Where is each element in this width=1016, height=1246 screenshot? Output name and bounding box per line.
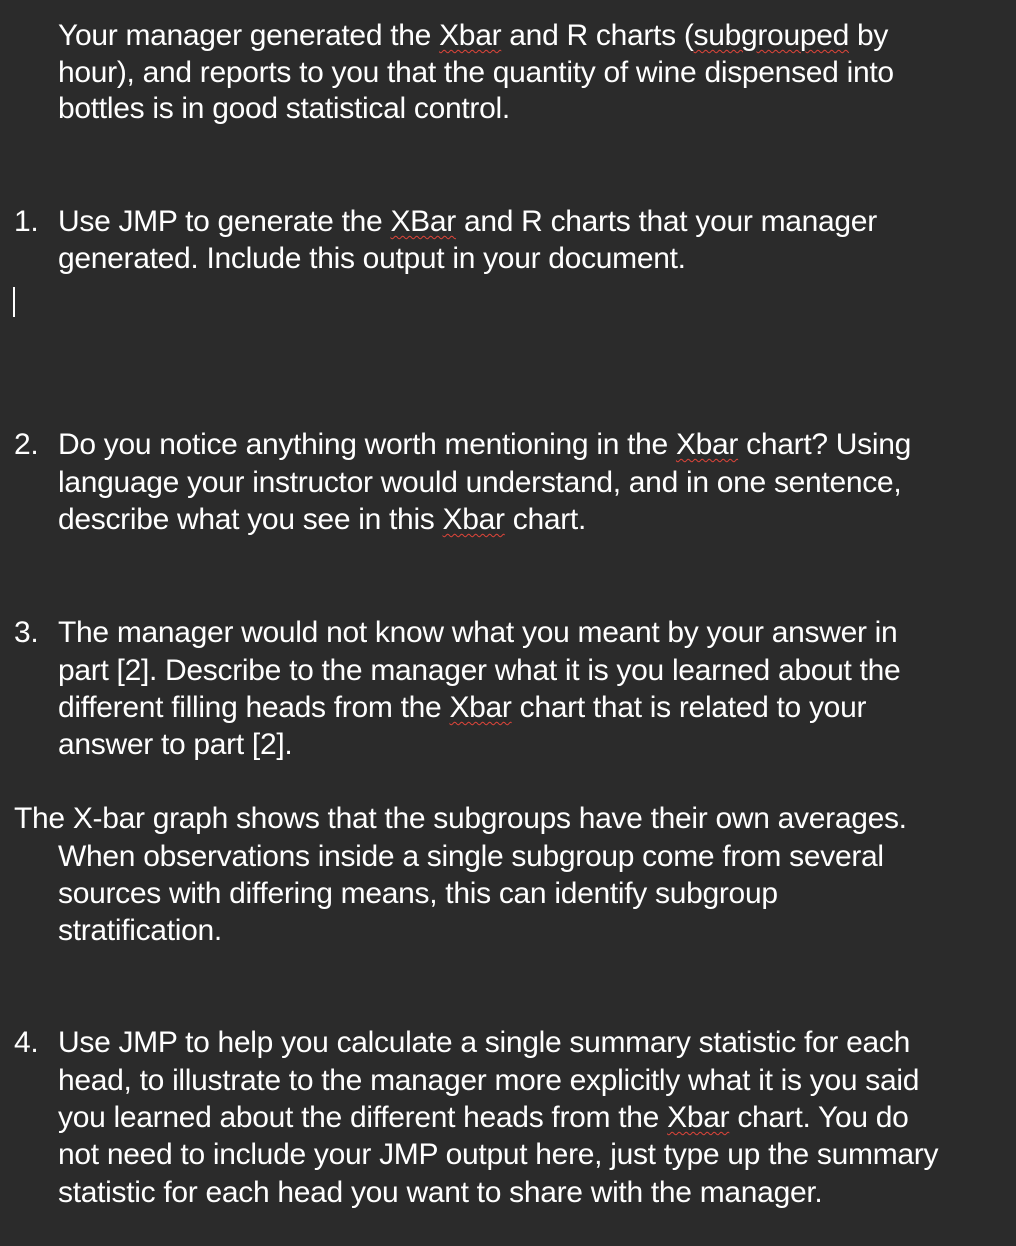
question-2-line-2: language your instructor would understand, and in one sentence, — [58, 466, 902, 499]
question-3-line-4: answer to part [2]. — [58, 728, 293, 761]
list-number: 2. — [14, 428, 39, 461]
intro-line-3: bottles is in good statistical control. — [58, 92, 510, 125]
question-text: describe what you see in this — [58, 503, 443, 536]
question-4-line-4: not need to include your JMP output here, just type up the summary — [58, 1138, 939, 1171]
question-text: chart? Using — [738, 428, 911, 461]
intro-text: Your manager generated the — [58, 19, 440, 52]
spelling-flag[interactable]: Xbar — [439, 19, 502, 52]
question-1-line-1 — [58, 203, 877, 240]
text-cursor — [13, 287, 15, 317]
question-2-line-1 — [58, 426, 911, 463]
question-3-line-3 — [58, 689, 866, 726]
answer-3-line-4: stratification. — [58, 914, 222, 947]
question-text: Use JMP to generate the — [58, 205, 391, 238]
question-text: and R charts that your manager — [455, 205, 877, 238]
spelling-flag[interactable]: Xbar — [667, 1101, 730, 1134]
question-3-line-1: The manager would not know what you meant by your answer in — [58, 616, 898, 649]
question-text: chart. You do — [729, 1101, 909, 1134]
spelling-flag[interactable]: XBar — [390, 205, 456, 238]
spelling-flag[interactable]: Xbar — [442, 503, 505, 536]
question-4-line-2: head, to illustrate to the manager more explicitly what it is you said — [58, 1064, 920, 1097]
list-number: 1. — [14, 205, 39, 238]
spelling-flag[interactable]: subgrouped — [693, 19, 849, 52]
spelling-flag[interactable]: Xbar — [675, 428, 739, 461]
question-3-line-2: part [2]. Describe to the manager what it is you learned about the — [58, 654, 901, 687]
question-4-line-1: Use JMP to help you calculate a single summary statistic for each — [58, 1026, 910, 1059]
question-text: chart that is related to your — [511, 691, 867, 724]
question-1-line-2: generated. Include this output in your document. — [58, 242, 686, 275]
question-4-line-3 — [58, 1099, 909, 1136]
question-2-line-3 — [58, 501, 586, 538]
answer-3-line-2: When observations inside a single subgroup come from several — [58, 840, 884, 873]
question-text: you learned about the different heads from the — [58, 1101, 668, 1134]
intro-text: by — [848, 19, 889, 52]
spelling-flag[interactable]: Xbar — [449, 691, 512, 724]
intro-line-1 — [58, 17, 888, 54]
answer-3-line-1: The X-bar graph shows that the subgroups have their own averages. — [14, 802, 907, 835]
question-text: different filling heads from the — [58, 691, 450, 724]
intro-text: and R charts ( — [501, 19, 694, 52]
question-text: Do you notice anything worth mentioning in the — [58, 428, 676, 461]
question-4-line-5: statistic for each head you want to share with the manager. — [58, 1176, 823, 1209]
intro-line-2: hour), and reports to you that the quantity of wine dispensed into — [58, 56, 894, 89]
question-text: chart. — [504, 503, 586, 536]
answer-3-line-3: sources with differing means, this can identify subgroup — [58, 877, 778, 910]
list-number: 3. — [14, 616, 39, 649]
list-number: 4. — [14, 1026, 39, 1059]
